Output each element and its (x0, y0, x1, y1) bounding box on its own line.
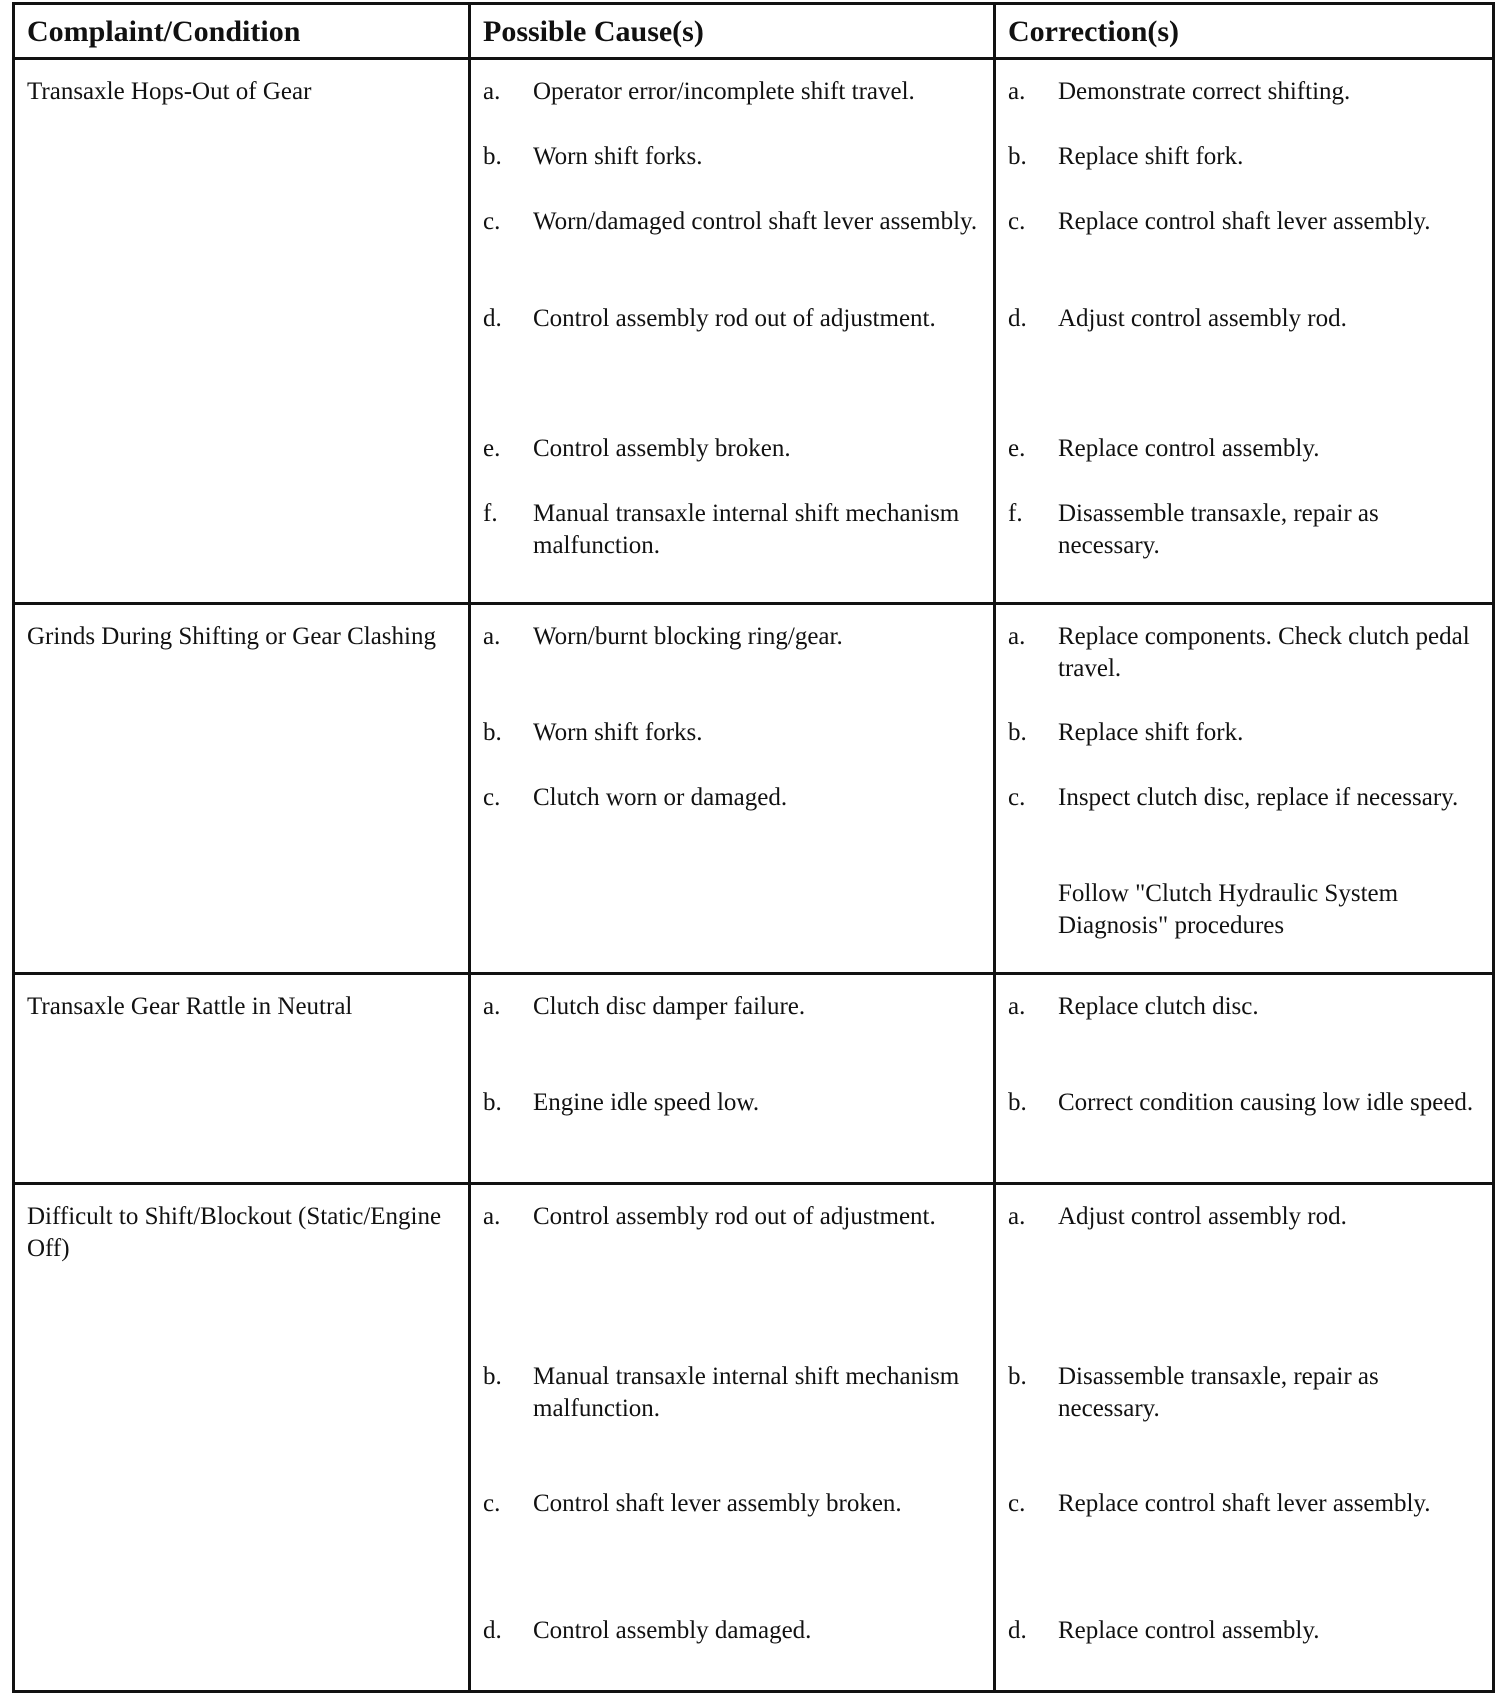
item-text: Correct condition causing low idle speed. (1058, 1089, 1474, 1116)
correction-cell (995, 1184, 1494, 1692)
item-text: Inspect clutch disc, replace if necessary. (1058, 784, 1459, 811)
correction-item (1008, 303, 1480, 433)
item-text: Replace control shaft lever assembly. (1058, 1490, 1431, 1517)
correction-item (1008, 991, 1480, 1087)
table-row (14, 604, 1494, 974)
cause-item (483, 433, 981, 498)
cause-item (483, 141, 981, 206)
cause-item (483, 717, 981, 782)
item-text: Engine idle speed low. (533, 1089, 760, 1116)
item-text: Disassemble transaxle, repair as necessary. (1058, 1363, 1379, 1422)
item-text: Manual transaxle internal shift mechanism malfunction. (533, 1363, 960, 1422)
item-letter: f. (483, 500, 498, 527)
correction-item (1008, 621, 1480, 717)
item-letter: c. (483, 784, 501, 811)
item-letter: c. (1008, 208, 1026, 235)
item-text: Worn shift forks. (533, 719, 703, 746)
correction-note: Follow "Clutch Hydraulic System Diagnosis" procedures (1058, 880, 1399, 939)
item-text: Control shaft lever assembly broken. (533, 1490, 902, 1517)
header-correction: Correction(s) (995, 4, 1494, 59)
cause-cell (470, 1184, 995, 1692)
item-letter: b. (1008, 1089, 1027, 1116)
cause-item (483, 621, 981, 717)
item-letter: a. (1008, 78, 1026, 105)
item-letter: a. (483, 993, 501, 1020)
item-text: Adjust control assembly rod. (1058, 305, 1347, 332)
item-text: Adjust control assembly rod. (1058, 1203, 1347, 1230)
item-text: Clutch worn or damaged. (533, 784, 788, 811)
table-row (14, 1184, 1494, 1692)
correction-item (1008, 1615, 1480, 1647)
item-letter: b. (1008, 719, 1027, 746)
cause-cell (470, 59, 995, 604)
correction-item (1008, 1087, 1480, 1119)
item-text: Replace control shaft lever assembly. (1058, 208, 1431, 235)
complaint-cell: Grinds During Shifting or Gear Clashing (14, 604, 470, 974)
correction-item (1008, 498, 1480, 562)
header-cause: Possible Cause(s) (470, 4, 995, 59)
diagnosis-table (12, 2, 1495, 1693)
cause-item (483, 1201, 981, 1361)
item-letter: e. (1008, 435, 1026, 462)
correction-item (1008, 717, 1480, 782)
item-letter: a. (483, 623, 501, 650)
item-text: Control assembly damaged. (533, 1617, 812, 1644)
item-text: Demonstrate correct shifting. (1058, 78, 1351, 105)
item-text: Control assembly broken. (533, 435, 791, 462)
item-text: Worn shift forks. (533, 143, 703, 170)
item-text: Control assembly rod out of adjustment. (533, 305, 936, 332)
item-letter: b. (483, 143, 502, 170)
table-row (14, 974, 1494, 1184)
item-letter: b. (483, 1089, 502, 1116)
correction-item (1008, 1488, 1480, 1615)
item-letter: d. (1008, 1617, 1027, 1644)
cause-item (483, 1615, 981, 1647)
correction-cell (995, 604, 1494, 974)
item-letter: b. (483, 1363, 502, 1390)
correction-item (1008, 782, 1480, 878)
item-letter: c. (483, 208, 501, 235)
item-letter: e. (483, 435, 501, 462)
item-text: Worn/burnt blocking ring/gear. (533, 623, 843, 650)
item-letter: c. (1008, 784, 1026, 811)
item-letter: d. (483, 1617, 502, 1644)
item-text: Replace shift fork. (1058, 143, 1244, 170)
header-row (14, 4, 1494, 59)
correction-cell (995, 59, 1494, 604)
item-text: Replace shift fork. (1058, 719, 1244, 746)
item-letter: c. (1008, 1490, 1026, 1517)
cause-item (483, 1488, 981, 1615)
complaint-cell: Transaxle Hops-Out of Gear (14, 59, 470, 604)
item-text: Worn/damaged control shaft lever assembly. (533, 208, 978, 235)
item-text: Clutch disc damper failure. (533, 993, 806, 1020)
correction-item (1008, 141, 1480, 206)
cause-item (483, 206, 981, 303)
item-letter: b. (483, 719, 502, 746)
correction-item (1008, 433, 1480, 498)
item-letter: b. (1008, 143, 1027, 170)
item-letter: a. (1008, 993, 1026, 1020)
cause-cell (470, 974, 995, 1184)
cause-cell (470, 604, 995, 974)
item-letter: a. (483, 1203, 501, 1230)
cause-item (483, 76, 981, 141)
item-letter: a. (1008, 1203, 1026, 1230)
cause-item (483, 1087, 981, 1119)
item-text: Replace control assembly. (1058, 1617, 1320, 1644)
header-complaint: Complaint/Condition (14, 4, 470, 59)
item-letter: f. (1008, 500, 1023, 527)
item-text: Replace components. Check clutch pedal travel. (1058, 623, 1470, 682)
correction-item (1008, 1201, 1480, 1361)
cause-item (483, 1361, 981, 1488)
correction-cell (995, 974, 1494, 1184)
item-text: Manual transaxle internal shift mechanism malfunction. (533, 500, 960, 559)
item-letter: c. (483, 1490, 501, 1517)
cause-item (483, 782, 981, 814)
correction-item (1008, 1361, 1480, 1488)
complaint-cell: Difficult to Shift/Blockout (Static/Engine Off) (14, 1184, 470, 1692)
item-letter: b. (1008, 1363, 1027, 1390)
correction-item (1008, 206, 1480, 303)
item-letter: a. (483, 78, 501, 105)
cause-item (483, 991, 981, 1087)
item-letter: d. (483, 305, 502, 332)
cause-item (483, 498, 981, 562)
item-text: Disassemble transaxle, repair as necessary. (1058, 500, 1379, 559)
item-text: Replace clutch disc. (1058, 993, 1259, 1020)
table-row (14, 59, 1494, 604)
complaint-cell: Transaxle Gear Rattle in Neutral (14, 974, 470, 1184)
correction-item (1008, 76, 1480, 141)
cause-item (483, 303, 981, 433)
item-text: Operator error/incomplete shift travel. (533, 78, 915, 105)
item-letter: a. (1008, 623, 1026, 650)
item-text: Control assembly rod out of adjustment. (533, 1203, 936, 1230)
item-text: Replace control assembly. (1058, 435, 1320, 462)
item-letter: d. (1008, 305, 1027, 332)
